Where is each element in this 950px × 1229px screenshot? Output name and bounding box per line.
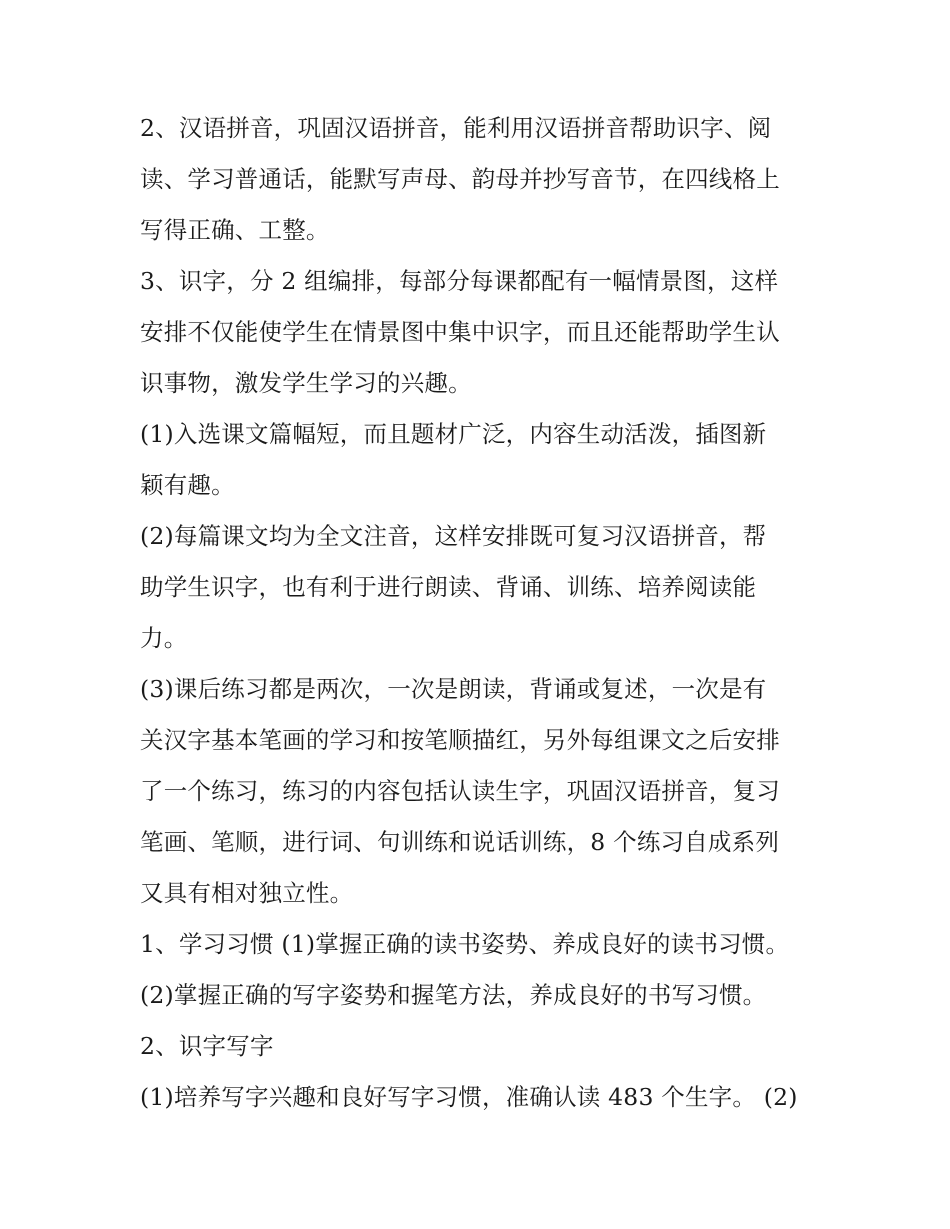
- text-line: 助学生识字，也有利于进行朗读、背诵、训练、培养阅读能: [140, 573, 757, 601]
- text-line: (1)培养写字兴趣和良好写字习惯，准确认读 483 个生字。 (2): [140, 1083, 798, 1111]
- text-line: 又具有相对独立性。: [140, 879, 354, 907]
- text-line: 关汉字基本笔画的学习和按笔顺描红，另外每组课文之后安排: [140, 726, 780, 754]
- text-line: 安排不仅能使学生在情景图中集中识字，而且还能帮助学生认: [140, 318, 780, 346]
- text-line: 读、学习普通话，能默写声母、韵母并抄写音节，在四线格上: [140, 165, 780, 193]
- text-line: 力。: [140, 624, 188, 652]
- text-line: 识事物，激发学生学习的兴趣。: [140, 369, 472, 397]
- text-line: 颖有趣。: [140, 471, 235, 499]
- text-line: (1)入选课文篇幅短，而且题材广泛，内容生动活泼，插图新: [140, 420, 767, 448]
- text-line: (3)课后练习都是两次，一次是朗读，背诵或复述，一次是有: [140, 675, 767, 703]
- text-line: (2)每篇课文均为全文注音，这样安排既可复习汉语拼音，帮: [140, 522, 767, 550]
- text-line: 3、识字，分 2 组编排，每部分每课都配有一幅情景图，这样: [140, 267, 779, 295]
- document-body: [140, 103, 820, 1123]
- text-line: 写得正确、工整。: [140, 216, 330, 244]
- text-line: 2、汉语拼音，巩固汉语拼音，能利用汉语拼音帮助识字、阅: [140, 114, 772, 142]
- text-line: 了一个练习，练习的内容包括认读生字，巩固汉语拼音，复习: [140, 777, 780, 805]
- text-line: (2)掌握正确的写字姿势和握笔方法，养成良好的书写习惯。: [140, 981, 767, 1009]
- text-line: 2、识字写字: [140, 1032, 274, 1060]
- text-line: 1、学习习惯 (1)掌握正确的读书姿势、养成良好的读书习惯。: [140, 930, 790, 958]
- text-line: 笔画、笔顺，进行词、句训练和说话训练，8 个练习自成系列: [140, 828, 780, 856]
